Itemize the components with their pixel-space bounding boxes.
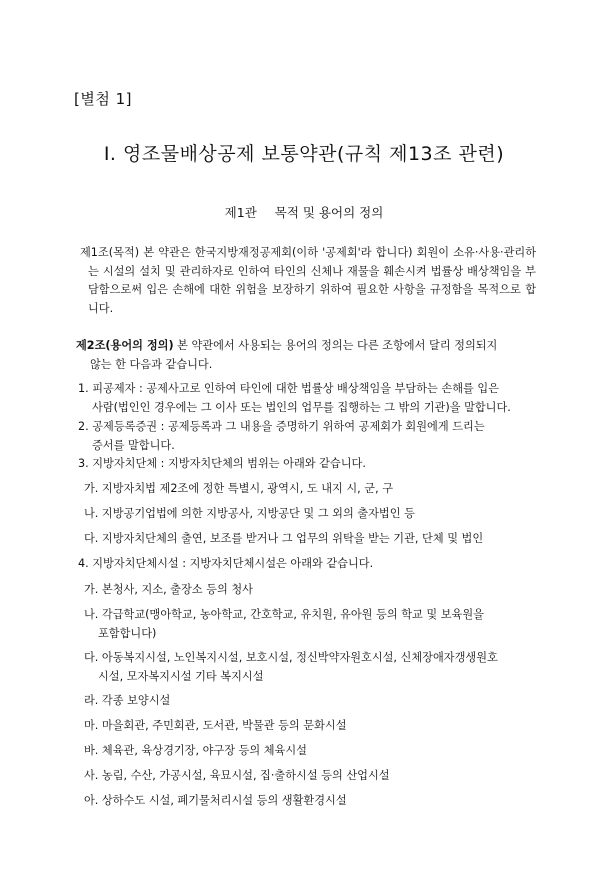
list-item-line: 가. 지방자치법 제2조에 정한 특별시, 광역시, 도 내지 시, 군, 구 (84, 482, 394, 495)
list-item-line: 2. 공제등록증권 : 공제등록과 그 내용을 증명하기 위하여 공제회가 회원에게 드리는 (78, 420, 485, 433)
list-item-line: 4. 지방자치단체시설 : 지방자치단체시설은 아래와 같습니다. (78, 557, 374, 570)
article-1-text: 본 약관은 한국지방재정공제회(이하 '공제회'라 합니다) 회원이 소유·사용·관리하는 시설의 설치 및 관리하자로 인하여 타인의 신체나 재물을 훼손시켜 법률상 배상책임을 부담함으로써 입은 손해에 대한 위험을 보장하기 위하여 필요한 사항을 규정함을 목적으로 합니다. (88, 246, 536, 315)
article-2-text-cont: 않는 한 다음과 같습니다. (90, 357, 213, 371)
list-item (78, 418, 485, 455)
list-item-line: 가. 본청사, 지소, 출장소 등의 청사 (84, 583, 253, 596)
list-item-line: 마. 마을회관, 주민회관, 도서관, 박물관 등의 문화시설 (84, 719, 347, 732)
list-item (78, 555, 373, 574)
list-item-line: 아. 상하수도 시설, 폐기물처리시설 등의 생활환경시설 (84, 794, 347, 807)
chapter-heading (0, 203, 608, 221)
list-item (84, 606, 484, 643)
list-item (84, 717, 347, 736)
list-item (84, 742, 307, 761)
article-1 (80, 244, 536, 318)
article-2-heading: 제2조(용어의 정의) (76, 339, 174, 352)
list-item-cont: 시설, 모자복지시설 기타 복지시설 (98, 669, 264, 683)
list-item-line: 나. 각급학교(맹아학교, 농아학교, 간호학교, 유치원, 유아원 등의 학교 및 보육원을 (84, 608, 484, 621)
main-title: Ⅰ. 영조물배상공제 보통약관(규칙 제13조 관련) (103, 143, 505, 165)
article-1-heading: 제1조(목적) (80, 246, 140, 259)
chapter-number: 제1관 (224, 205, 257, 220)
list-item (84, 767, 390, 786)
list-item-line: 사. 농림, 수산, 가공시설, 육묘시설, 집·출하시설 등의 산업시설 (84, 769, 390, 782)
list-item (84, 480, 393, 499)
list-item (84, 649, 498, 686)
list-item-cont: 사람(법인인 경우에는 그 이사 또는 법인의 업무를 집행하는 그 밖의 기관)을 말합니다. (92, 400, 511, 414)
list-item (78, 455, 366, 474)
list-item-line: 바. 체육관, 육상경기장, 야구장 등의 체육시설 (84, 744, 307, 757)
list-item-cont: 증서를 말합니다. (92, 438, 175, 452)
list-item (84, 792, 347, 811)
list-item (84, 692, 170, 711)
list-item-line: 1. 피공제자 : 공제사고로 인하여 타인에 대한 법률상 배상책임을 부담하는 손해를 입은 (78, 382, 500, 395)
list-item (78, 380, 511, 417)
list-item (84, 581, 253, 600)
list-item-line: 나. 지방공기업법에 의한 지방공사, 지방공단 및 그 외의 출자법인 등 (84, 507, 415, 520)
list-item-line: 라. 각종 보양시설 (84, 694, 171, 707)
list-item (84, 530, 483, 549)
annex-label: [별첨 1] (74, 90, 132, 108)
list-item-line: 3. 지방자치단체 : 지방자치단체의 범위는 아래와 같습니다. (78, 457, 366, 470)
list-item (84, 505, 415, 524)
article-2-text: 본 약관에서 사용되는 용어의 정의는 다른 조항에서 달리 정의되지 (173, 339, 498, 352)
chapter-title: 목적 및 용어의 정의 (274, 205, 384, 220)
list-item-line: 다. 아동복지시설, 노인복지시설, 보호시설, 정신박약자원호시설, 신체장애자갱생원호 (84, 651, 498, 664)
list-item-line: 다. 지방자치단체의 출연, 보조를 받거나 그 업무의 위탁을 받는 기관, 단체 및 법인 (84, 532, 484, 545)
article-2 (76, 337, 528, 374)
list-item-cont: 포함합니다) (98, 626, 157, 640)
